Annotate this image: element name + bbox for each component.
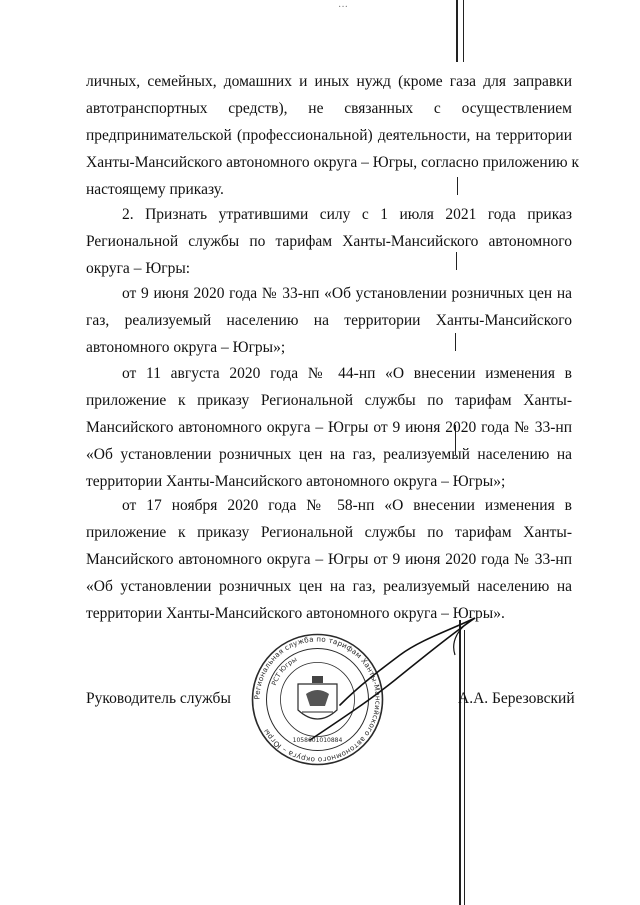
seal-inner-text: РСТ Югры: [269, 655, 299, 687]
seal-number: 1058601010884: [292, 737, 343, 744]
scan-line: [456, 0, 458, 62]
text-line: автономного округа – Югры»;: [86, 339, 286, 356]
scan-mark: ···: [338, 2, 348, 13]
paragraph-continuation: [86, 68, 579, 203]
paragraph-order-44: [86, 360, 572, 495]
text-line: Ханты-Мансийского автономного округа – Югры, согласно приложению к: [86, 154, 579, 171]
text-line: приложение к приказу Региональной службы по тарифам Ханты-: [86, 392, 572, 409]
handwritten-signature-icon: [300, 610, 480, 750]
text-line: настоящему приказу.: [86, 181, 224, 198]
text-line: Региональной службы по тарифам Ханты-Мансийского автономного: [86, 233, 572, 250]
text-line: «Об установлении розничных цен на газ, реализуемый населению на: [86, 578, 572, 595]
text-line: от 11 августа 2020 года № 44-нп «О внесении изменения в: [122, 365, 572, 382]
scan-line: [463, 0, 464, 62]
text-line: газ, реализуемый населению на территории Ханты-Мансийского: [86, 312, 572, 329]
seal-outer-text: Региональная служба по тарифам Ханты-Мансийского автономного округа – Югры: [252, 634, 383, 765]
text-line: предпринимательской (профессиональной) деятельности, на территории: [86, 127, 572, 144]
signatory-title: Руководитель службы: [86, 690, 231, 707]
paragraph-order-58: [86, 492, 572, 627]
text-line: территории Ханты-Мансийского автономного округа – Югры»;: [86, 473, 506, 490]
paragraph-item-2: [86, 201, 572, 282]
text-line: приложение к приказу Региональной службы по тарифам Ханты-: [86, 524, 572, 541]
text-line: Мансийского автономного округа – Югры от 9 июня 2020 года № 33-нп: [86, 419, 572, 436]
text-line: 2. Признать утратившими силу с 1 июля 2021 года приказ: [122, 206, 572, 223]
text-line: автотранспортных средств), не связанных с осуществлением: [86, 100, 572, 117]
text-line: территории Ханты-Мансийского автономного округа – Югры».: [86, 605, 505, 622]
text-line: Мансийского автономного округа – Югры от 9 июня 2020 года № 33-нп: [86, 551, 572, 568]
text-line: личных, семейных, домашних и иных нужд (кроме газа для заправки: [86, 73, 572, 90]
signatory-name: А.А. Березовский: [458, 690, 575, 707]
text-line: от 17 ноября 2020 года № 58-нп «О внесении изменения в: [122, 497, 572, 514]
text-line: округа – Югры:: [86, 260, 191, 277]
text-line: «Об установлении розничных цен на газ, реализуемый населению на: [86, 446, 572, 463]
paragraph-order-33: [86, 280, 572, 361]
text-line: от 9 июня 2020 года № 33-нп «Об установлении розничных цен на: [122, 285, 572, 302]
